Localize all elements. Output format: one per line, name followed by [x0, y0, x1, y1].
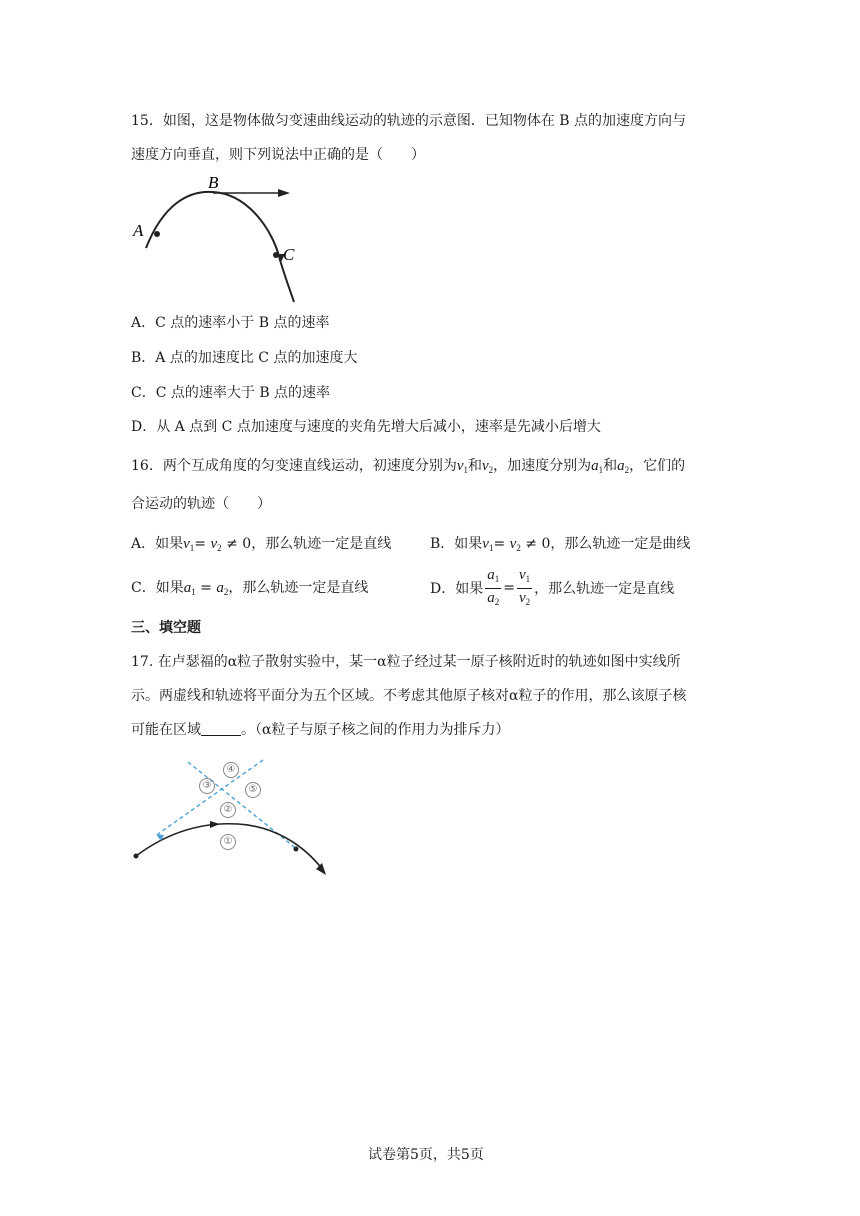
section-title-fill-in: 三、填空题 — [131, 620, 201, 636]
arrow-mid-icon — [210, 821, 220, 828]
label-a: A — [133, 221, 144, 240]
region-2-label: ② — [220, 802, 236, 818]
arrow-head-icon — [278, 189, 290, 197]
trajectory-curve — [146, 192, 294, 302]
q16-option-c: C．如果$a_1 = a_2$，那么轨迹一定是直线 — [131, 580, 369, 597]
q16-stem-line1: 16．两个互成角度的匀变速直线运动，初速度分别为$v_1$和$v_2$，加速度分别为$a_1$和$a_2$，它们的 — [131, 458, 686, 475]
q15-stem-line2: 速度方向垂直，则下列说法中正确的是（ ） — [131, 147, 425, 163]
q17-stem-line3: 可能在区域 。（α粒子与原子核之间的作用力为排斥力） — [131, 722, 510, 738]
q17-stem-line2: 示。两虚线和轨迹将平面分为五个区域。不考虑其他原子核对α粒子的作用，那么该原子核 — [131, 688, 687, 704]
region-1-label: ① — [220, 834, 236, 850]
q15-option-c: C．C 点的速率大于 B 点的速率 — [131, 385, 331, 401]
fraction-v1-v2: $\frac{v_1}{v_2}$ — [518, 566, 531, 607]
page-footer: 试卷第5页，共5页 — [368, 1147, 484, 1163]
fraction-a1-a2: $\frac{a_1}{a_2}$ — [487, 566, 500, 607]
q15-option-a: A．C 点的速率小于 B 点的速率 — [131, 315, 330, 331]
dashed-line-1 — [188, 762, 298, 850]
q17-stem-line1: 17. 在卢瑟福的α粒子散射实验中，某一α粒子经过某一原子核附近时的轨迹如图中实线所 — [131, 654, 681, 670]
exit-point — [294, 847, 299, 852]
q15-option-d: D．从 A 点到 C 点加速度与速度的夹角先增大后减小，速率是先减小后增大 — [131, 419, 601, 435]
point-a — [154, 231, 160, 237]
q15-option-b: B．A 点的加速度比 C 点的加速度大 — [131, 350, 358, 366]
q16-stem-line2: 合运动的轨迹（ ） — [131, 496, 271, 512]
region-4-label: ④ — [223, 762, 239, 778]
start-point — [134, 854, 139, 859]
q15-stem-line1: 15．如图，这是物体做匀变速曲线运动的轨迹的示意图．已知物体在 B 点的加速度方向与 — [131, 113, 687, 129]
q16-option-d: D．如果 $\frac{a_1}{a_2}$ = $\frac{v_1}{v_2}$ ，那么轨迹一定是直线 — [430, 566, 674, 610]
q16-option-a: A．如果$v_1= v_2 \ne 0$，那么轨迹一定是直线 — [131, 536, 392, 553]
label-b: B — [208, 173, 219, 192]
region-5-label: ⑤ — [245, 782, 261, 798]
q17-alpha-figure — [128, 752, 338, 882]
q16-option-b: B．如果$v_1= v_2 \ne 0$，那么轨迹一定是曲线 — [430, 536, 691, 553]
label-c: C — [283, 245, 295, 264]
q15-trajectory-figure — [128, 170, 308, 310]
arrow-end-icon — [316, 863, 326, 875]
answer-blank — [201, 721, 241, 736]
region-3-label: ③ — [199, 778, 215, 794]
